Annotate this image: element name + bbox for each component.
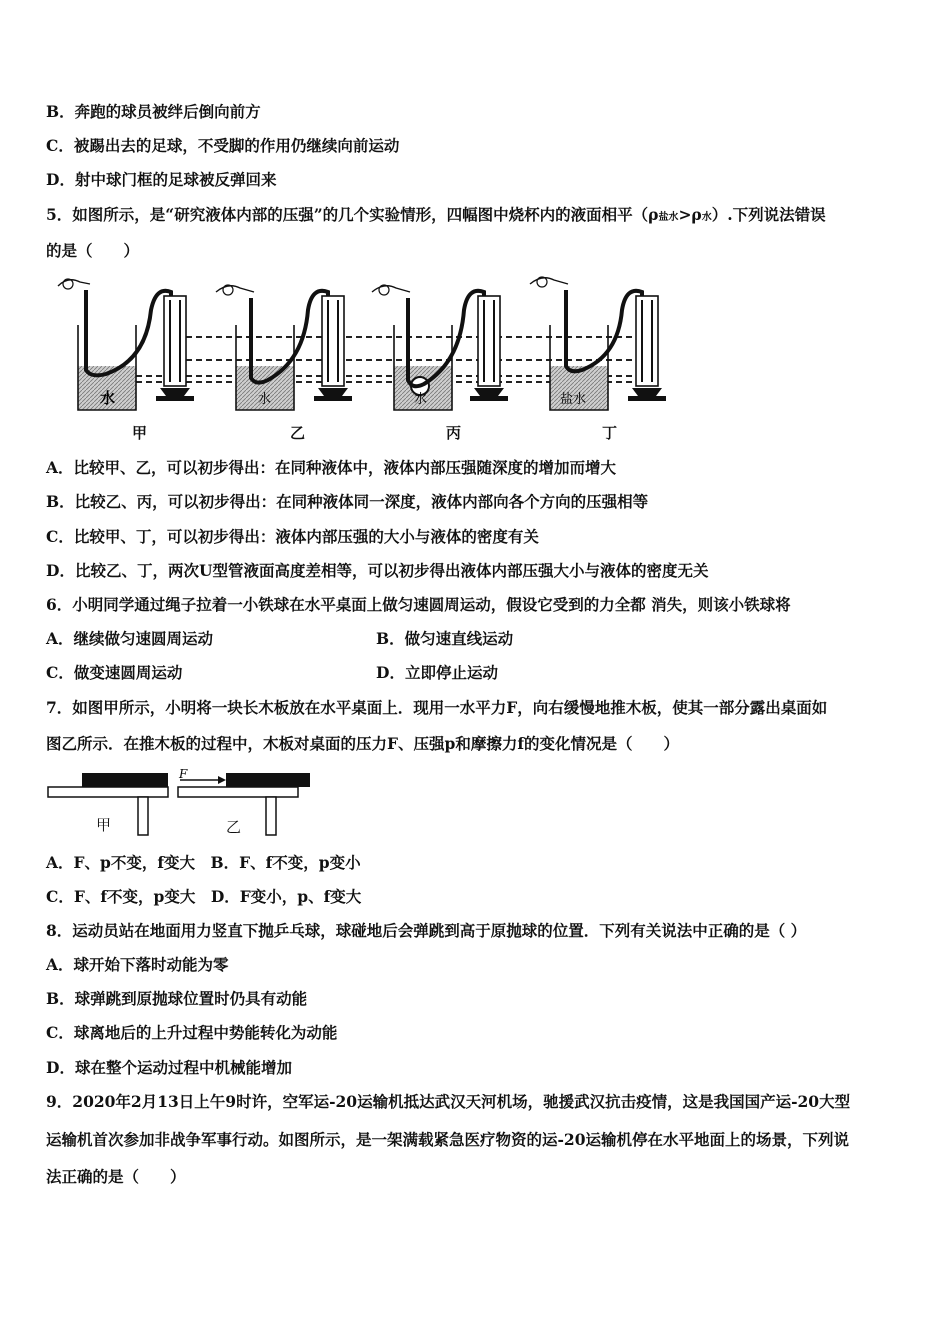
- q9-line3: 法正确的是（ ）: [46, 1167, 186, 1186]
- q7-figure: [46, 768, 316, 840]
- q5-caption-ding: 丁: [602, 424, 618, 442]
- q6-stem: 6．小明同学通过绳子拉着一小铁球在水平桌面上做匀速圆周运动，假设它受到的力全都 消失，则该小铁球将: [46, 595, 791, 614]
- q7-caption-yi: 乙: [226, 818, 242, 836]
- q7-options-line1: A．F、p不变，f变大 B．F、f不变，p变小: [46, 853, 361, 872]
- q5-stem-line2: 的是（ ）: [46, 241, 140, 260]
- q4-option-d: D．射中球门框的足球被反弹回来: [46, 170, 277, 189]
- q5-caption-yi: 乙: [290, 424, 306, 442]
- q7-caption-jia: 甲: [96, 816, 112, 834]
- table-top-jia: [48, 787, 168, 797]
- q6-option-c: C．做变速圆周运动: [46, 663, 183, 682]
- q5-sub-salt: 盐水: [658, 212, 679, 223]
- table-leg-yi: [266, 797, 276, 835]
- setup-yi: [216, 285, 352, 410]
- q5-stem-part2: ）.下列说法错误: [711, 205, 826, 224]
- q5-stem-line1: [46, 205, 826, 228]
- q5-caption-bing: 丙: [446, 424, 462, 442]
- q6-option-a: A．继续做匀速圆周运动: [46, 629, 214, 648]
- q7-stem-line1: 7．如图甲所示，小明将一块长木板放在水平桌面上．现用一水平力F，向右缓慢地推木板，使其一部分露出桌面如: [46, 698, 828, 717]
- q5-sub-water: 水: [701, 212, 712, 223]
- q5-gt: >ρ: [678, 205, 702, 224]
- q5-option-d: D．比较乙、丁，两次U型管液面高度差相等，可以初步得出液体内部压强大小与液体的密度无关: [46, 561, 709, 580]
- beaker-label-ding: 盐水: [560, 392, 587, 407]
- board-jia: [82, 773, 168, 787]
- q9-line2: 运输机首次参加非战争军事行动。如图所示，是一架满载紧急医疗物资的运-20运输机停在水平地面上的场景，下列说: [46, 1130, 850, 1149]
- force-label: F: [179, 768, 188, 781]
- beaker-label-bing: 水: [414, 392, 428, 407]
- q5-option-a: A．比较甲、乙，可以初步得出：在同种液体中，液体内部压强随深度的增加而增大: [46, 458, 617, 477]
- q5-caption-jia: 甲: [132, 424, 148, 442]
- q4-option-c: C．被踢出去的足球，不受脚的作用仍继续向前运动: [46, 136, 400, 155]
- q8-stem: 8．运动员站在地面用力竖直下抛乒乓球，球碰地后会弹跳到高于原抛球的位置．下列有关说法中正确的是（ ）: [46, 921, 807, 940]
- table-top-yi: [178, 787, 298, 797]
- q5-figure: [46, 270, 666, 420]
- q8-option-c: C．球离地后的上升过程中势能转化为动能: [46, 1023, 338, 1042]
- q8-option-d: D．球在整个运动过程中机械能增加: [46, 1058, 292, 1077]
- q8-option-b: B．球弹跳到原抛球位置时仍具有动能: [46, 989, 308, 1008]
- q6-option-d: D．立即停止运动: [376, 663, 498, 682]
- setup-bing: [372, 285, 508, 410]
- q6-option-b: B．做匀速直线运动: [376, 629, 514, 648]
- q4-option-b: B．奔跑的球员被绊后倒向前方: [46, 102, 261, 121]
- force-arrow-head: [218, 776, 226, 784]
- q5-option-c: C．比较甲、丁，可以初步得出：液体内部压强的大小与液体的密度有关: [46, 527, 539, 546]
- q5-option-b: B．比较乙、丙，可以初步得出：在同种液体同一深度，液体内部向各个方向的压强相等: [46, 492, 649, 511]
- q7-options-line2: C．F、f不变，p变大 D．F变小，p、f变大: [46, 887, 362, 906]
- q9-line1: 9．2020年2月13日上午9时许，空军运-20运输机抵达武汉天河机场，驰援武汉抗击疫情，这是我国国产运-20大型: [46, 1092, 851, 1111]
- setup-jia: [58, 279, 194, 410]
- q8-option-a: A．球开始下落时动能为零: [46, 955, 229, 974]
- table-leg-jia: [138, 797, 148, 835]
- setup-ding: [530, 277, 666, 410]
- beaker-label-jia: 水: [100, 389, 116, 407]
- q5-stem-part1: 5．如图所示，是“研究液体内部的压强”的几个实验情形，四幅图中烧杯内的液面相平（ρ: [46, 205, 659, 224]
- beaker-label-yi: 水: [258, 392, 272, 407]
- q7-stem-line2: 图乙所示．在推木板的过程中，木板对桌面的压力F、压强p和摩擦力f的变化情况是（ ）: [46, 734, 680, 753]
- board-yi: [226, 773, 310, 787]
